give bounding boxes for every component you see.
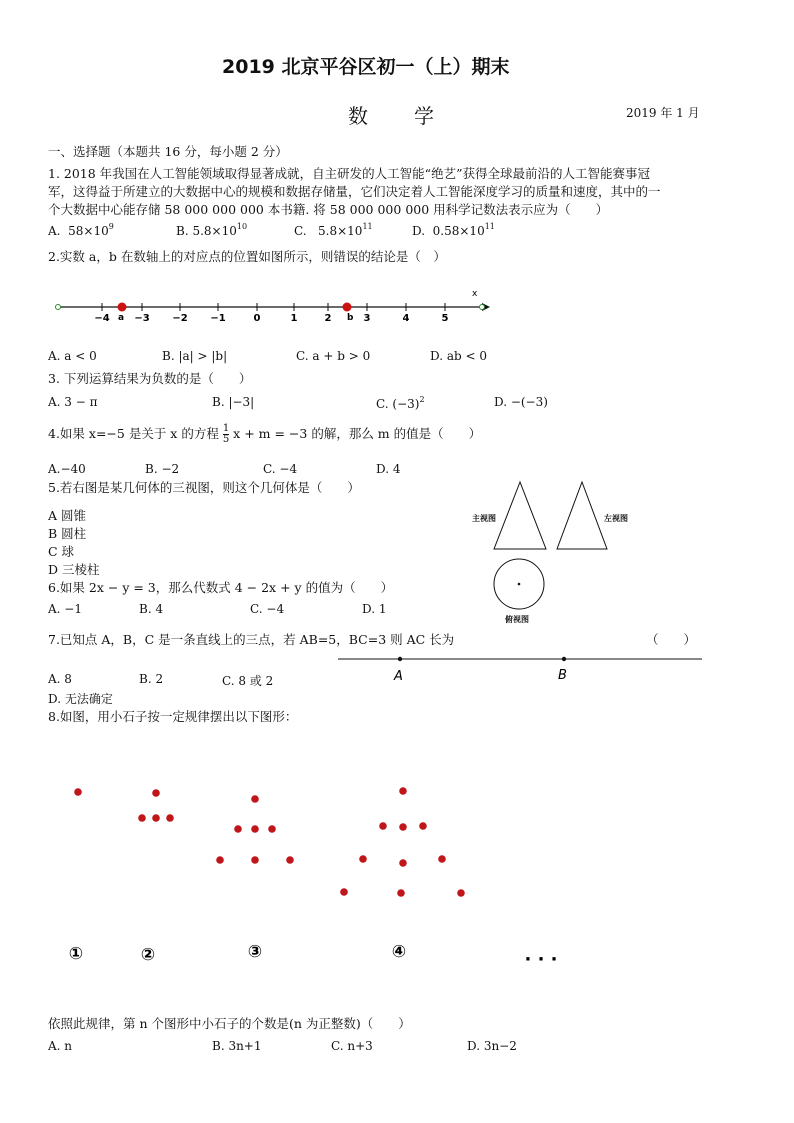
left-view-triangle: [557, 482, 607, 549]
q3-option-b[interactable]: B. |−3|: [212, 395, 255, 409]
stone: [399, 859, 407, 867]
stone: [251, 856, 259, 864]
axis-label-x: x: [472, 289, 478, 299]
q6-option-b[interactable]: B. 4: [139, 602, 164, 616]
q8-option-d[interactable]: D. 3n−2: [467, 1039, 517, 1053]
q1-line3: 个大数据中心能存储 58 000 000 000 本书籍. 将 58 000 000 000 用科学记数法表示应为（ ）: [48, 202, 609, 217]
q6-option-c[interactable]: C. −4: [250, 602, 285, 616]
stone: [457, 889, 465, 897]
q7-option-a[interactable]: A. 8: [48, 672, 72, 686]
stone: [152, 789, 160, 797]
axis-tick-label: −3: [134, 313, 150, 324]
figure-2-label: ②: [140, 945, 156, 965]
axis-tick-label: 2: [324, 313, 332, 324]
point-a-label: a: [118, 313, 125, 323]
stone: [379, 822, 387, 830]
stone: [438, 855, 446, 863]
q7-option-b[interactable]: B. 2: [139, 672, 164, 686]
q2-option-b[interactable]: B. |a| > |b|: [162, 349, 228, 363]
axis-tick-label: 5: [441, 313, 449, 324]
q5-text: 5.若右图是某几何体的三视图，则这个几何体是（ ）: [48, 480, 360, 495]
page-title: 2019 北京平谷区初一（上）期末: [222, 56, 510, 78]
stone-pattern-figure: [48, 770, 588, 980]
q2-option-a[interactable]: A. a < 0: [48, 349, 97, 363]
q1-option-a[interactable]: A. $58\times 10^9$: [48, 222, 114, 238]
point-b-dot: [343, 303, 352, 312]
figure-1-stones: [74, 788, 82, 796]
stone: [268, 825, 276, 833]
q8-prompt: 依照此规律，第 n 个图形中小石子的个数是(n 为正整数)（ ）: [48, 1016, 411, 1031]
stone: [251, 825, 259, 833]
subject-title: 数学: [348, 104, 480, 128]
q8-option-a[interactable]: A. n: [48, 1039, 73, 1053]
left-view-label: 左视图: [604, 513, 628, 523]
q2-text: 2.实数 a，b 在数轴上的对应点的位置如图所示，则错误的结论是（ ）: [48, 249, 446, 264]
q6-option-a[interactable]: A. −1: [48, 602, 82, 616]
stone: [251, 795, 259, 803]
q8-text: 8.如图，用小石子按一定规律摆出以下图形：: [48, 709, 298, 724]
q7-text: 7.已知点 A，B，C 是一条直线上的三点，若 AB=5，BC=3 则 AC 长为: [48, 632, 455, 647]
front-view-label: 主视图: [472, 513, 496, 523]
q6-option-d[interactable]: D. 1: [362, 602, 387, 616]
q3-option-a[interactable]: A. 3 − π: [48, 395, 98, 409]
figure-4-stones: [340, 787, 465, 897]
number-line-figure: [48, 280, 498, 328]
top-view-center-dot: [518, 583, 521, 586]
segment-point-a-label: A: [394, 669, 403, 684]
q8-option-b[interactable]: B. 3n+1: [212, 1039, 262, 1053]
stone: [234, 825, 242, 833]
axis-tick-label: 0: [253, 313, 261, 324]
q5-option-b[interactable]: B 圆柱: [48, 526, 87, 541]
figure-2-stones: [138, 789, 174, 822]
axis-tick-label: 4: [402, 313, 410, 324]
q3-option-c[interactable]: C. $(-3)^2$: [376, 395, 425, 411]
q1-option-b[interactable]: B. $5.8\times 10^{10}$: [176, 222, 248, 238]
q1-line1: 1. 2018 年我国在人工智能领域取得显著成就，自主研发的人工智能“绝艺”获得全球最前沿的人工智能赛事冠: [48, 166, 650, 181]
top-view-label: 俯视图: [505, 614, 529, 624]
stone: [216, 856, 224, 864]
section-heading: 一、选择题（本题共 16 分，每小题 2 分）: [48, 144, 288, 159]
point-a-marker: [398, 657, 402, 661]
q1-option-c[interactable]: C. $5.8\times 10^{11}$: [294, 222, 373, 238]
figure-4-label: ④: [391, 942, 407, 962]
stone: [399, 823, 407, 831]
q5-option-a[interactable]: A 圆锥: [48, 508, 87, 523]
axis-tick-label: −2: [172, 313, 188, 324]
figure-1-label: ①: [68, 944, 84, 964]
q7-option-d[interactable]: D. 无法确定: [48, 692, 113, 706]
figure-3-label: ③: [247, 942, 263, 962]
q8-option-c[interactable]: C. n+3: [331, 1039, 373, 1053]
stone: [138, 814, 146, 822]
stone: [340, 888, 348, 896]
q4-option-b[interactable]: B. −2: [145, 462, 180, 476]
axis-tick-label: −4: [94, 313, 110, 324]
front-view-triangle: [494, 482, 546, 549]
q6-text: 6.如果 2x − y = 3，那么代数式 4 − 2x + y 的值为（ ）: [48, 580, 394, 595]
q7-option-c[interactable]: C. 8 或 2: [222, 674, 274, 688]
q2-option-d[interactable]: D. ab < 0: [430, 349, 487, 363]
point-b-marker: [562, 657, 566, 661]
q4-fraction: $\frac{1}{5}$: [222, 423, 230, 445]
axis-tick-label: 1: [290, 313, 298, 324]
point-a-dot: [118, 303, 127, 312]
axis-end-dot: [480, 305, 485, 310]
point-b-label: b: [347, 313, 354, 323]
q4-text: 4.如果 x=−5 是关于 x 的方程 $\frac{1}{5}$ x + m = −3 的解，那么 m 的值是（ ）: [48, 423, 482, 445]
stone: [166, 814, 174, 822]
q2-option-c[interactable]: C. a + b > 0: [296, 349, 371, 363]
q3-text: 3. 下列运算结果为负数的是（ ）: [48, 371, 252, 386]
stone: [399, 787, 407, 795]
q1-line2: 军，这得益于所建立的大数据中心的规模和数据存储量，它们决定着人工智能深度学习的质量和速度，其中的一: [48, 184, 661, 199]
q1-option-d[interactable]: D. $0.58\times 10^{11}$: [412, 222, 495, 238]
axis-tick-label: 3: [363, 313, 371, 324]
stone: [419, 822, 427, 830]
axis-start-dot: [56, 305, 61, 310]
stone: [152, 814, 160, 822]
stone: [286, 856, 294, 864]
q7-answer-paren: （ ）: [646, 632, 697, 647]
ellipsis: · · ·: [524, 949, 558, 970]
segment-point-b-label: B: [558, 668, 567, 683]
exam-date: 2019 年 1 月: [626, 106, 700, 120]
axis-tick-label: −1: [210, 313, 226, 324]
stone: [359, 855, 367, 863]
q3-option-d[interactable]: D. −(−3): [494, 395, 548, 409]
stone: [397, 889, 405, 897]
q5-option-c[interactable]: C 球: [48, 544, 75, 559]
stone: [74, 788, 82, 796]
q4-option-d[interactable]: D. 4: [376, 462, 401, 476]
q4-option-a[interactable]: A.−40: [48, 462, 86, 476]
axis-ticks: [94, 303, 448, 324]
figure-3-stones: [216, 795, 294, 864]
segment-figure: [336, 650, 706, 690]
q4-option-c[interactable]: C. −4: [263, 462, 298, 476]
q5-option-d[interactable]: D 三棱柱: [48, 562, 100, 577]
three-views-figure: [468, 478, 638, 628]
